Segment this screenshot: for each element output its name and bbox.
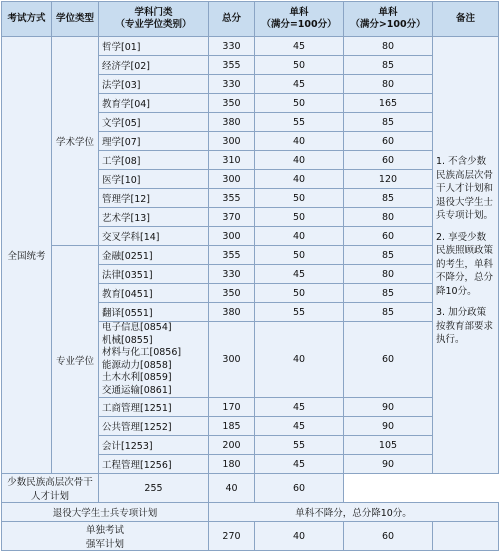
- header-subject-line1: 学科门类: [134, 7, 173, 18]
- single-100-cell: 55: [255, 436, 344, 455]
- single-over-100-cell: 80: [344, 208, 433, 227]
- subject-cell: 交叉学科[14]: [99, 227, 209, 246]
- subject-cell: 哲学[01]: [99, 37, 209, 56]
- header-total: 总分: [209, 2, 255, 37]
- subject-cell: 医学[10]: [99, 170, 209, 189]
- table-row: [2, 474, 499, 503]
- header-subject: [99, 2, 209, 37]
- single-100-cell: 50: [255, 208, 344, 227]
- subject-cell: 教育学[04]: [99, 94, 209, 113]
- subject-line: 机械[0855]: [102, 334, 153, 346]
- subject-cell: 法律[0351]: [99, 265, 209, 284]
- academic-degree-cell: 学术学位: [52, 37, 99, 246]
- separate-exam-remark: [433, 522, 499, 551]
- header-single-over-100: [344, 2, 433, 37]
- total-cell: 330: [209, 75, 255, 94]
- table-row: [2, 522, 499, 551]
- single-100-cell: 50: [255, 94, 344, 113]
- single-over-100-cell: 85: [344, 113, 433, 132]
- total-cell: 350: [209, 94, 255, 113]
- single-100-cell: 55: [255, 113, 344, 132]
- header-subject-line2: （专业学位类别）: [115, 19, 192, 30]
- header-degree-type: 学位类型: [52, 2, 99, 37]
- total-cell: 380: [209, 303, 255, 322]
- subject-cell: 公共管理[1252]: [99, 417, 209, 436]
- single-over-100-cell: 60: [344, 522, 433, 551]
- remark-2: 2. 享受少数民族照顾政策的考生，单科不降分，总分降10分。: [436, 231, 494, 297]
- total-cell: 355: [209, 246, 255, 265]
- total-cell: 380: [209, 113, 255, 132]
- table-row: [2, 37, 499, 56]
- subject-cell: 工学[08]: [99, 151, 209, 170]
- remark-3: 3. 加分政策按教育部要求执行。: [436, 307, 494, 346]
- single-100-cell: 40: [209, 474, 255, 503]
- subject-cell: 金融[0251]: [99, 246, 209, 265]
- single-over-100-cell: 90: [344, 398, 433, 417]
- remark-cell: [433, 37, 499, 474]
- subject-cell: 理学[07]: [99, 132, 209, 151]
- total-cell: 200: [209, 436, 255, 455]
- single-100-cell: 40: [255, 227, 344, 246]
- single-over-100-cell: 85: [344, 284, 433, 303]
- subject-cell: 艺术学[13]: [99, 208, 209, 227]
- single-over-100-cell: 85: [344, 189, 433, 208]
- subject-cell: 法学[03]: [99, 75, 209, 94]
- total-cell: 355: [209, 56, 255, 75]
- total-cell: 370: [209, 208, 255, 227]
- total-cell: 170: [209, 398, 255, 417]
- header-single-100-line1: 单科: [289, 7, 309, 18]
- single-over-100-cell: 120: [344, 170, 433, 189]
- table-row: [2, 246, 499, 265]
- veteran-plan-value: 单科不降分，总分降10分。: [209, 503, 499, 522]
- total-cell: 300: [209, 322, 255, 398]
- single-over-100-cell: 60: [344, 151, 433, 170]
- single-100-cell: 50: [255, 189, 344, 208]
- subject-cell: 教育[0451]: [99, 284, 209, 303]
- single-over-100-cell: 80: [344, 265, 433, 284]
- remark-1: 1. 不含少数民族高层次骨干人才计划和退役大学生士兵专项计划。: [436, 156, 494, 222]
- total-cell: 310: [209, 151, 255, 170]
- subject-cell: 管理学[12]: [99, 189, 209, 208]
- separate-exam-label: [2, 522, 209, 551]
- subject-line: 电子信息[0854]: [102, 322, 172, 333]
- total-cell: 185: [209, 417, 255, 436]
- single-100-cell: 45: [255, 417, 344, 436]
- single-over-100-cell: 80: [344, 37, 433, 56]
- single-100-cell: 50: [255, 56, 344, 75]
- separate-exam-line1: 单独考试: [85, 525, 124, 536]
- engineering-group-cell: [99, 322, 209, 398]
- subject-line: 能源动力[0858]: [102, 359, 172, 371]
- total-cell: 355: [209, 189, 255, 208]
- header-remark: 备注: [433, 2, 499, 37]
- total-cell: 330: [209, 265, 255, 284]
- total-cell: 300: [209, 132, 255, 151]
- single-over-100-cell: 90: [344, 455, 433, 474]
- single-over-100-cell: 60: [344, 227, 433, 246]
- total-cell: 300: [209, 170, 255, 189]
- professional-degree-cell: 专业学位: [52, 246, 99, 474]
- subject-line: 土木水利[0859]: [102, 372, 172, 383]
- single-100-cell: 45: [255, 455, 344, 474]
- single-100-cell: 45: [255, 75, 344, 94]
- single-over-100-cell: 90: [344, 417, 433, 436]
- subject-cell: 工商管理[1251]: [99, 398, 209, 417]
- subject-line: 材料与化工[0856]: [102, 347, 182, 358]
- total-cell: 180: [209, 455, 255, 474]
- header-row: [2, 2, 499, 37]
- single-100-cell: 45: [255, 398, 344, 417]
- total-cell: 270: [209, 522, 255, 551]
- header-single-over-100-line2: （满分>100分）: [350, 19, 426, 30]
- admission-score-table: [1, 1, 499, 551]
- single-100-cell: 40: [255, 151, 344, 170]
- veteran-plan-label: 退役大学生士兵专项计划: [2, 503, 209, 522]
- total-cell: 300: [209, 227, 255, 246]
- total-cell: 330: [209, 37, 255, 56]
- header-single-100-line2: （满分=100分）: [261, 19, 337, 30]
- single-100-cell: 55: [255, 303, 344, 322]
- exam-method-cell: 全国统考: [2, 37, 52, 474]
- subject-cell: 经济学[02]: [99, 56, 209, 75]
- single-over-100-cell: 60: [255, 474, 344, 503]
- total-cell: 350: [209, 284, 255, 303]
- single-over-100-cell: 85: [344, 246, 433, 265]
- subject-cell: 会计[1253]: [99, 436, 209, 455]
- single-over-100-cell: 60: [344, 322, 433, 398]
- single-over-100-cell: 80: [344, 75, 433, 94]
- minority-plan-label: 少数民族高层次骨干人才计划: [2, 474, 99, 503]
- subject-cell: 工程管理[1256]: [99, 455, 209, 474]
- single-100-cell: 40: [255, 522, 344, 551]
- total-cell: 255: [99, 474, 209, 503]
- table-row: [2, 503, 499, 522]
- single-100-cell: 50: [255, 246, 344, 265]
- single-100-cell: 40: [255, 322, 344, 398]
- header-single-100: [255, 2, 344, 37]
- single-over-100-cell: 85: [344, 303, 433, 322]
- single-100-cell: 40: [255, 170, 344, 189]
- single-over-100-cell: 85: [344, 56, 433, 75]
- single-100-cell: 45: [255, 37, 344, 56]
- subject-cell: 文学[05]: [99, 113, 209, 132]
- single-over-100-cell: 165: [344, 94, 433, 113]
- subject-cell: 翻译[0551]: [99, 303, 209, 322]
- header-exam-method: 考试方式: [2, 2, 52, 37]
- single-100-cell: 50: [255, 284, 344, 303]
- subject-line: 交通运输[0861]: [102, 384, 172, 396]
- header-single-over-100-line1: 单科: [378, 7, 398, 18]
- single-100-cell: 45: [255, 265, 344, 284]
- single-over-100-cell: 105: [344, 436, 433, 455]
- single-over-100-cell: 60: [344, 132, 433, 151]
- single-100-cell: 40: [255, 132, 344, 151]
- separate-exam-line2: 强军计划: [85, 539, 124, 550]
